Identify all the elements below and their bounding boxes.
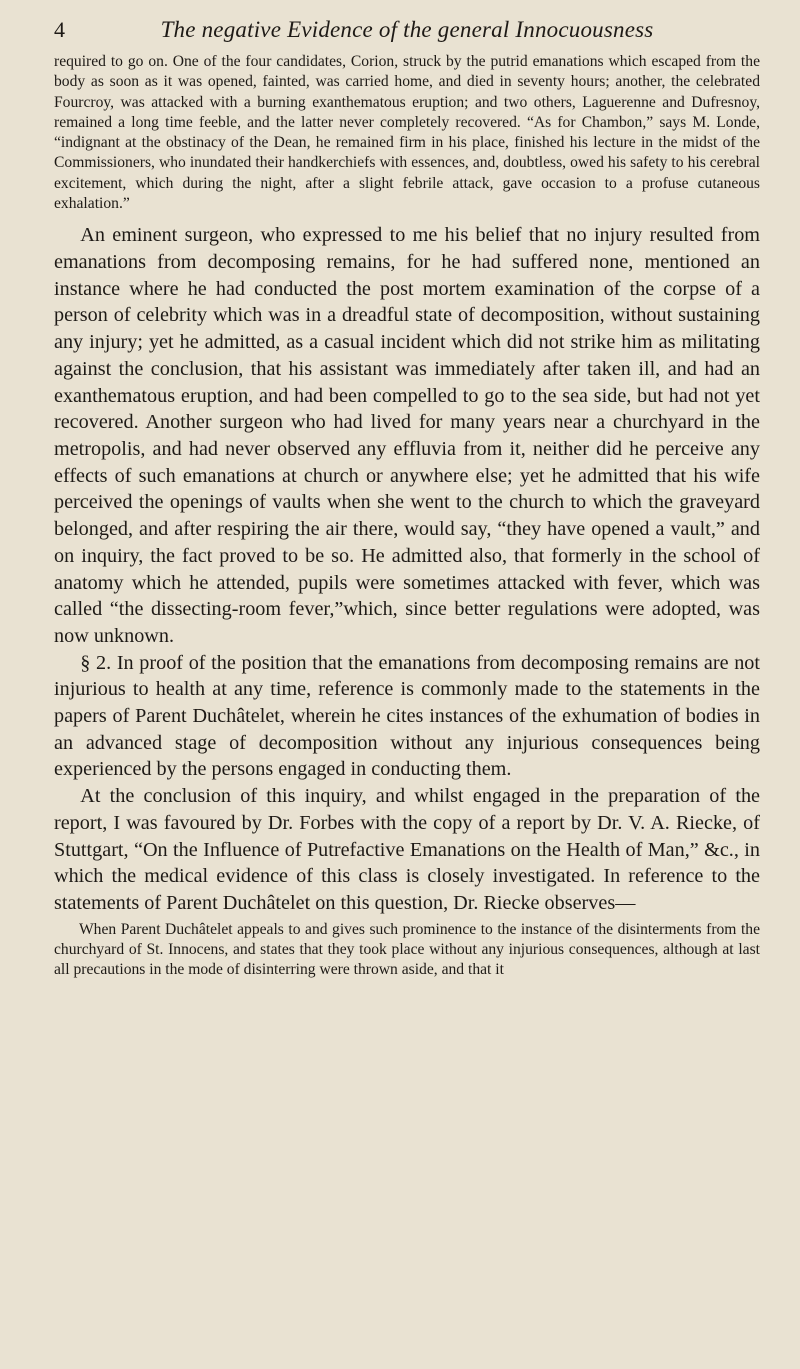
page-number: 4 [54,17,66,42]
body-paragraph-riecke: At the conclusion of this inquiry, and whilst engaged in the preparation of the report, I was favoured by Dr. Forbes with the copy of a report by Dr. V. A. Riecke, of Stuttgart, “On the Influence of Putrefactive Emanations on the Health of Man,” &c., in which the medical evidence of this class is closely investigated. In reference to the statements of Parent Duchâtelet on this question, Dr. Riecke observes— [54,785,760,914]
main-text-block [54,222,760,916]
quote-paragraph: When Parent Duchâtelet appeals to and gives such prominence to the instance of the disinterments from the churchyard of St. Innocens, and states that they took place without any injurious consequences, although at last all precautions in the mode of disinterring were thrown aside, and that it [54,920,760,979]
running-header [54,10,760,50]
running-title: The negative Evidence of the general Innocuousness [160,17,654,42]
body-paragraph-surgeon: An eminent surgeon, who expressed to me his belief that no injury resulted from emanations from decomposing remains, for he had suffered none, mentioned an instance where he had conducted the post mortem examination of the corpse of a person of celebrity which was in a dreadful state of decomposition, without sustaining any injury; yet he admitted, as a casual incident which did not strike him as militating against the conclusion, that his assistant was immediately after taken ill, and had an exanthematous eruption, and had been compelled to go to the sea side, but had not yet recovered. Another surgeon who had lived for many years near a churchyard in the metropolis, and had never observed any effluvia from it, neither did he perceive any effects of such emanations at church or anywhere else; yet he admitted that his wife perceived the openings of vaults when she went to the church to which the graveyard belonged, and after respiring the air there, would say, “they have opened a vault,” and on inquiry, the fact proved to be so. He admitted also, that formerly in the school of anatomy which he attended, pupils were sometimes attacked with fever, which was called “the dissecting-room fever,”which, since better regulations were adopted, was now unknown. [54,224,760,647]
opening-paragraph-block [54,52,760,214]
body-paragraph-section-2: § 2. In proof of the position that the emanations from decomposing remains are not injurious to health at any time, reference is commonly made to the statements in the papers of Parent Duchâtelet, wherein he cites instances of the exhumation of bodies in an advanced stage of decomposition without any injurious consequences being experienced by the persons engaged in conducting them. [54,651,760,781]
quoted-extract [54,920,760,981]
body-paragraph-small: required to go on. One of the four candidates, Corion, struck by the putrid emanations which escaped from the body as soon as it was opened, fainted, was carried home, and died in seventy hours; another, the celebrated Fourcroy, was attacked with a burning exanthematous eruption; and two others, Laguerenne and Dufresnoy, remained a long time feeble, and the latter never completely recovered. “As for Chambon,” says M. Londe, “indignant at the obstinacy of the Dean, he remained firm in his place, finished his lecture in the midst of the Commissioners, who inundated their handkerchiefs with essences, and, doubtless, owed his safety to his cerebral excitement, which during the night, after a slight febrile attack, gave occasion to a profuse cutaneous exhalation.” [54,53,760,213]
